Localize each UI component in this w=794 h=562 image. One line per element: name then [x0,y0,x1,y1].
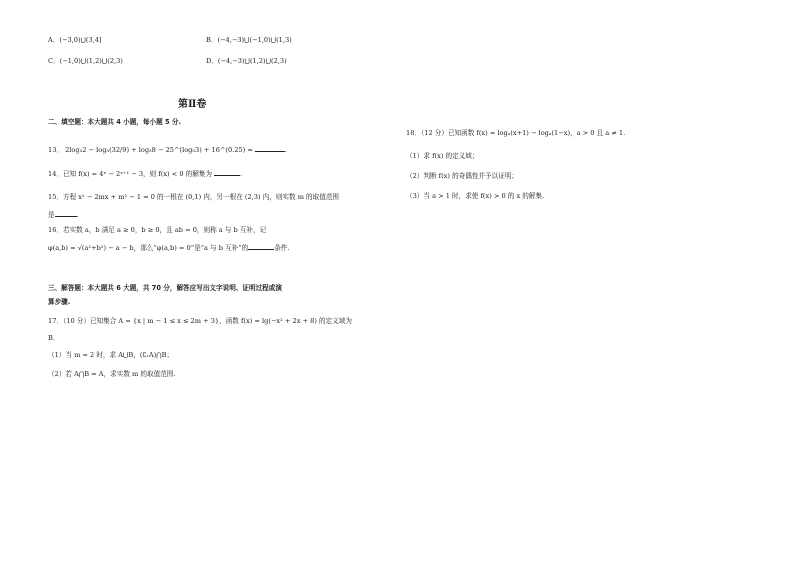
question-18-stem: 18．（12 分）已知函数 f(x) = logₐ(x+1) − logₐ(1−x)，a > 0 且 a ≠ 1. [406,129,626,137]
question-17-part1: （1）当 m = 2 时，求 A⋃B，(∁ᵣA)⋂B； [48,351,174,359]
question-14 [48,170,242,178]
question-16-line2 [48,244,290,252]
volume-title: 第Ⅱ卷 [178,99,207,110]
question-16-end: 条件. [274,244,290,252]
question-17-part2: （2）若 A⋂B = A，求实数 m 的取值范围. [48,370,176,378]
answer-blank-16[interactable] [248,249,274,250]
question-15-end: . [76,211,79,219]
question-14-text: 14．已知 f(x) = 4ˣ − 2ˣ⁺¹ − 3，则 f(x) < 0 的解集为 [48,170,212,178]
section3-header-line2: 算步骤. [48,298,71,306]
choice-b: B．(−4,−3)⋃(−1,0)⋃(1,3) [206,36,292,44]
answer-blank-15[interactable] [55,216,77,217]
choice-c: C．(−1,0)⋃(1,2)⋃(2,3) [48,57,123,65]
choice-d: D．(−4,−3)⋃(1,2)⋃(2,3) [206,57,287,65]
question-13-text: 13． 2log₃2 − log₃(32/9) + log₃8 − 25^(log₅3) + 16^(0.25) = [48,146,253,154]
question-14-end: . [240,170,243,178]
question-17-line1: 17．（10 分）已知集合 A = {x | m − 1 ≤ x ≤ 2m + 3}，函数 f(x) = lg(−x² + 2x + 8) 的定义域为 [48,317,352,325]
question-18-part1: （1）求 f(x) 的定义域； [406,152,479,160]
question-15-line2 [48,211,79,219]
section2-header: 二、填空题：本大题共 4 小题，每小题 5 分. [48,118,181,126]
question-15-text: 是 [48,211,55,219]
question-18-part3: （3）当 a > 1 时，求使 f(x) > 0 的 x 的解集. [406,192,545,200]
question-16-text: φ(a,b) = √(a²+b²) − a − b，那么“φ(a,b) = 0”是“a 与 b 互补”的 [48,244,249,252]
question-17-line2: B． [48,334,60,342]
question-13: 13． 2log₃2 − log₃(32/9) + log₃8 − 25^(log₅3) + 16^(0.25) = . [48,146,288,154]
choice-a: A．(−3,0)⋃(3,4] [48,36,102,44]
question-16-line1: 16．若实数 a，b 满足 a ≥ 0，b ≥ 0，且 ab = 0，则称 a 与 b 互补，记 [48,226,267,234]
question-15-line1: 15．方程 x² − 2mx + m² − 1 = 0 的一根在 (0,1) 内，另一根在 (2,3) 内，则实数 m 的取值范围 [48,193,340,201]
section3-header-line1: 三、解答题：本大题共 6 大题，共 70 分，解答应写出文字说明、证明过程或演 [48,284,282,292]
answer-blank-13[interactable] [255,151,285,152]
answer-blank-14[interactable] [214,175,240,176]
question-18-part2: （2）判断 f(x) 的奇偶性并予以证明； [406,172,519,180]
